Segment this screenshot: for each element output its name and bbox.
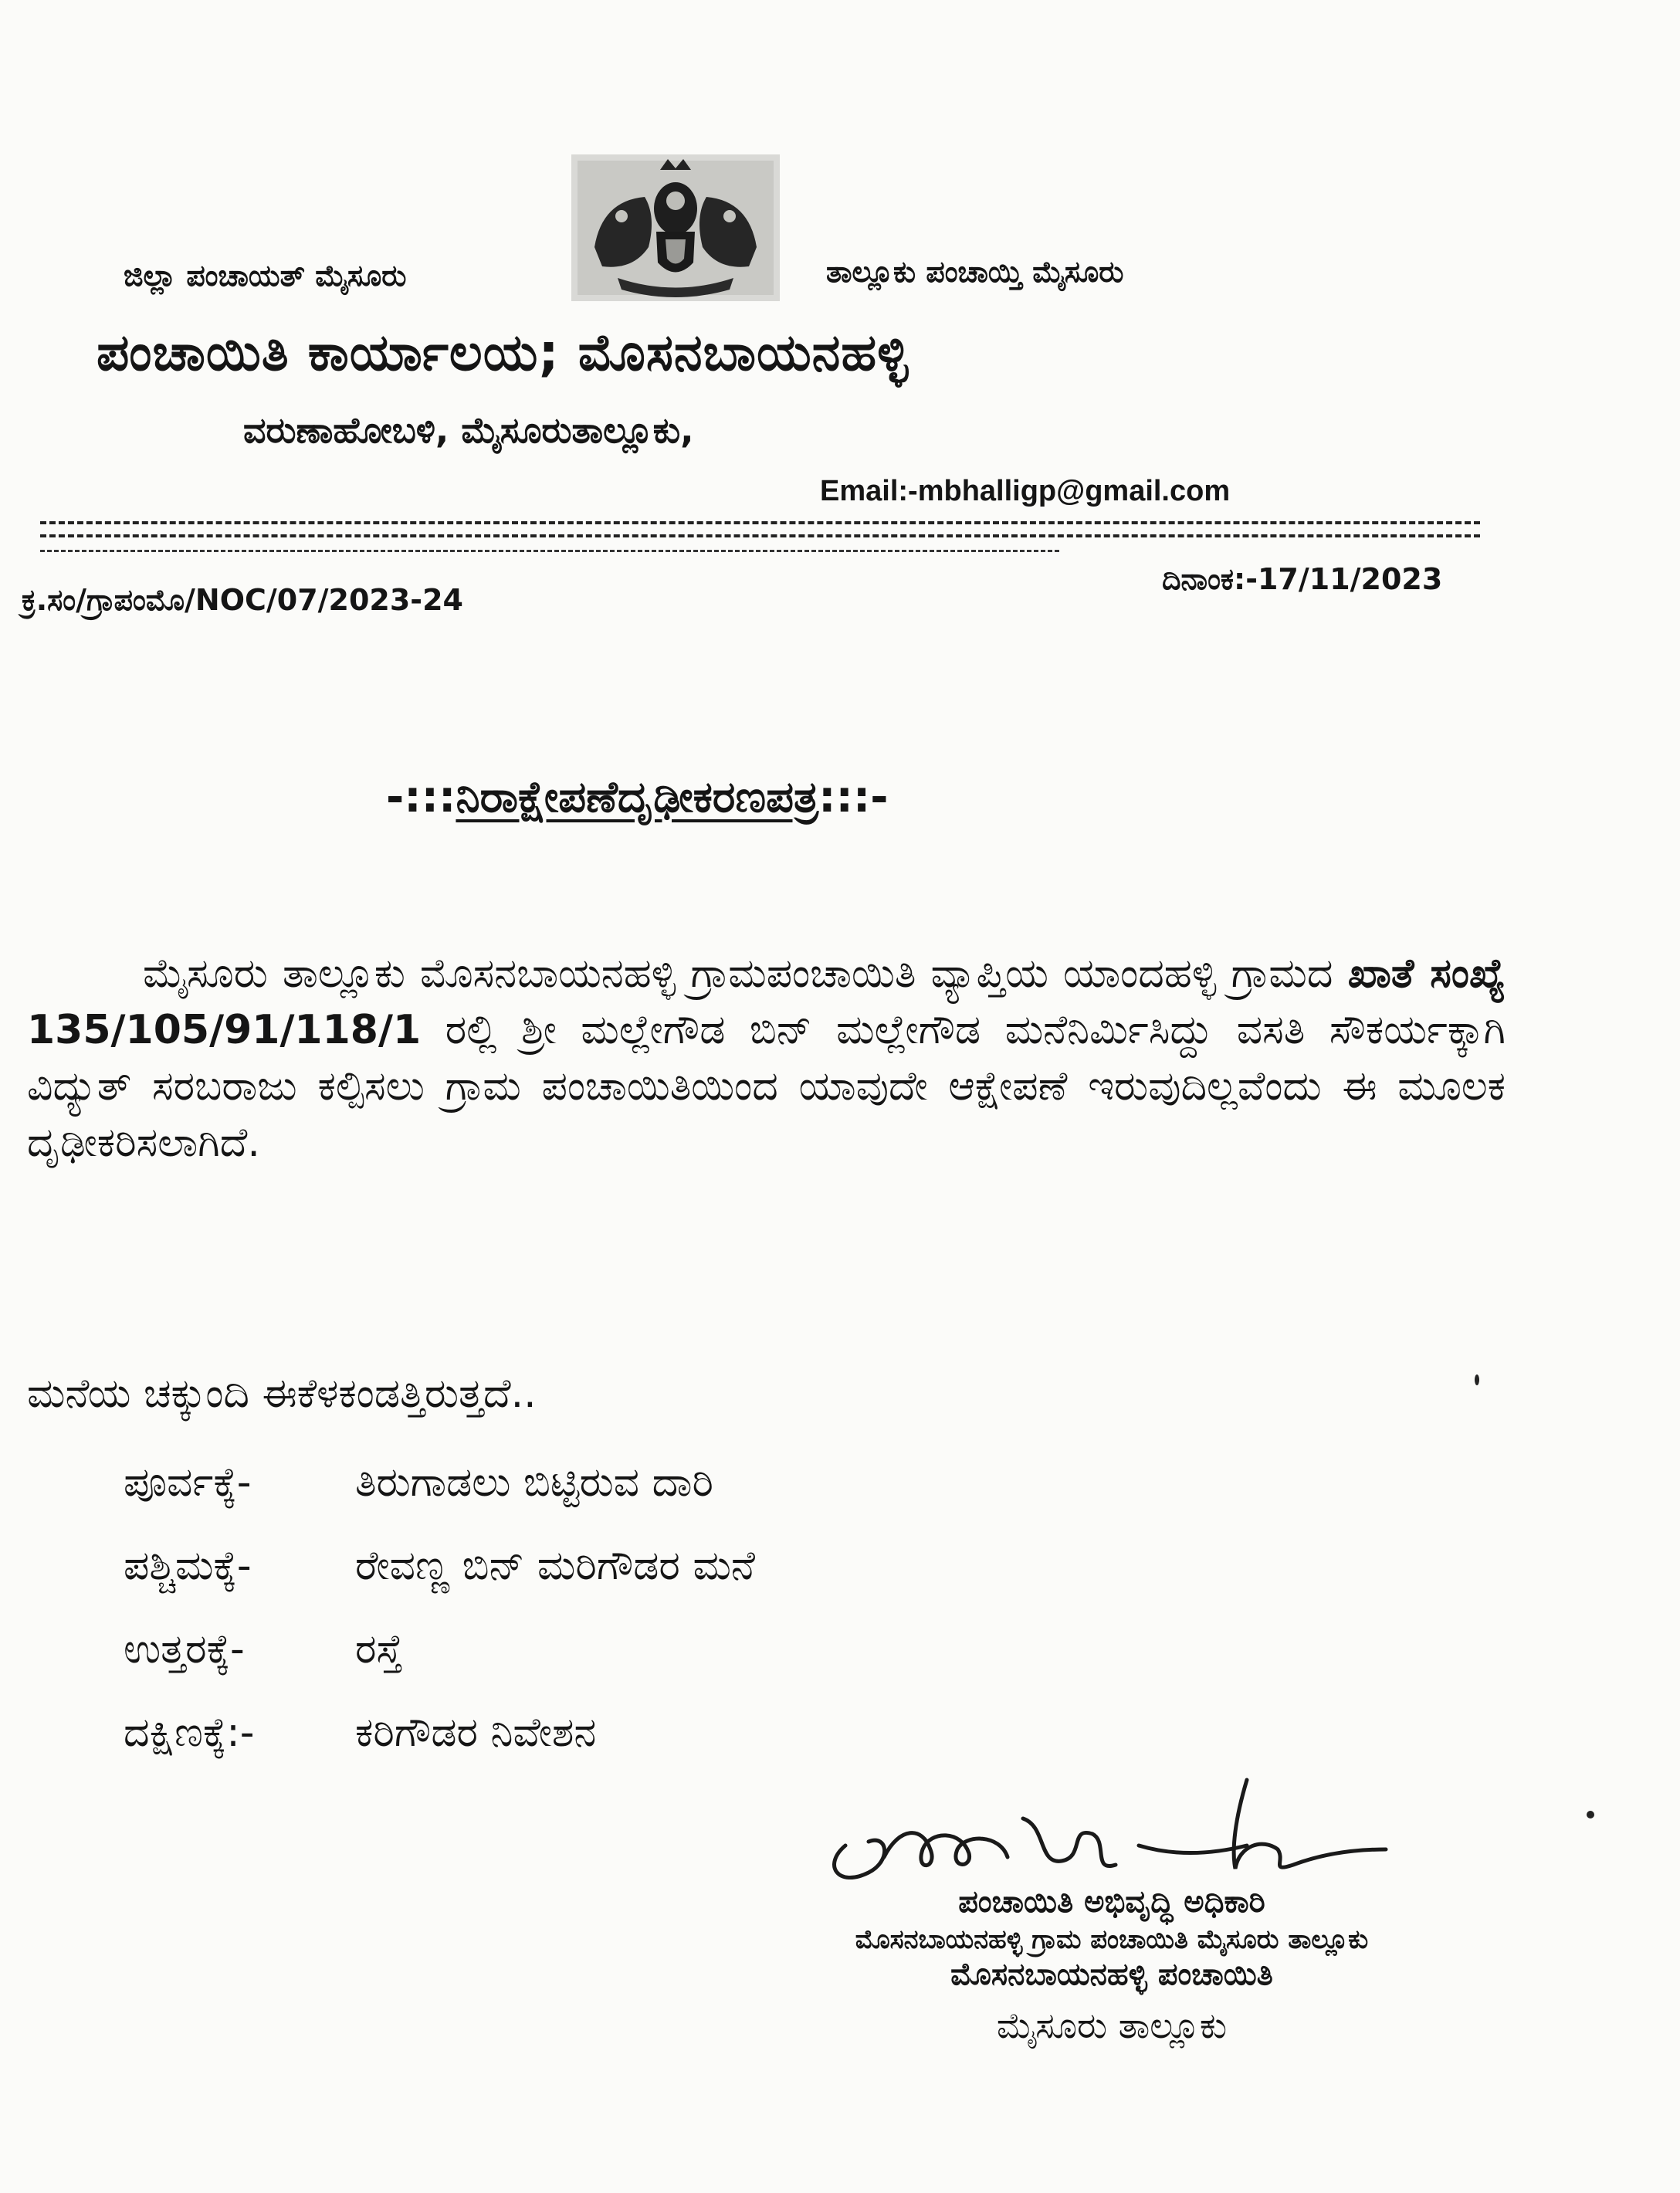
boundary-direction: ದಕ್ಷಿಣಕ್ಕೆ:- bbox=[124, 1710, 255, 1756]
boundary-value: ರಸ್ತೆ bbox=[355, 1626, 403, 1673]
title-prefix: -::: bbox=[386, 772, 456, 822]
taluk-panchayat-label: ತಾಲ್ಲೂಕು ಪಂಚಾಯ್ತಿ ಮೈಸೂರು bbox=[826, 255, 1124, 289]
boundary-value: ತಿರುಗಾಡಲು ಬಿಟ್ಟಿರುವ ದಾರಿ bbox=[355, 1459, 713, 1506]
boundary-south bbox=[124, 1710, 755, 1793]
signatory-taluk: ಮೈಸೂರು ತಾಲ್ಲೂಕು bbox=[996, 2005, 1228, 2046]
boundary-direction: ಪಶ್ಚಿಮಕ್ಕೆ- bbox=[124, 1543, 252, 1589]
boundaries-list bbox=[124, 1459, 755, 1793]
header-divider bbox=[40, 534, 1480, 537]
signatory-seal-line: ಮೊಸನಬಾಯನಹಳ್ಳಿ ಗ್ರಾಮ ಪಂಚಾಯಿತಿ ಮೈಸೂರು ತಾಲ್ಲೂಕು bbox=[855, 1924, 1369, 1955]
office-address: ವರುಣಾಹೋಬಳಿ, ಮೈಸೂರುತಾಲ್ಲೂಕು, bbox=[243, 409, 694, 451]
ink-dot bbox=[1587, 1811, 1594, 1818]
office-email: Email:-mbhalligp@gmail.com bbox=[820, 475, 1231, 507]
boundary-east bbox=[124, 1459, 755, 1543]
boundary-value: ಕರಿಗೌಡರ ನಿವೇಶನ bbox=[355, 1710, 597, 1756]
reference-number: ಕ್ರ.ಸಂ/ಗ್ರಾಪಂಮೊ/NOC/07/2023-24 bbox=[22, 583, 463, 617]
certificate-body bbox=[27, 946, 1506, 1171]
letter-date: ದಿನಾಂಕ:-17/11/2023 bbox=[1162, 562, 1443, 596]
body-text: ರಲ್ಲಿ ಶ್ರೀ ಮಲ್ಲೇಗೌಡ ಬಿನ್ ಮಲ್ಲೇಗೌಡ ಮನೆನಿರ್ಮಿಸಿದ್ದು ವಸತಿ ಸೌಕರ್ಯಕ್ಕಾಗಿ ವಿದ್ಯುತ್ ಸರಬರಾಜು ಕಲ್ಪಿಸಲು ಗ್ರಾಮ ಪಂಚಾಯಿತಿಯಿಂದ ಯಾವುದೇ ಆಕ್ಷೇಪಣೆ ಇರುವುದಿಲ್ಲವೆಂದು ಈ ಮೂಲಕ ದೃಢೀಕರಿಸಲಾಗಿದೆ. bbox=[27, 1007, 1506, 1166]
office-name-heading: ಪಂಚಾಯಿತಿ ಕಾರ್ಯಾಲಯ; ಮೊಸನಬಾಯನಹಳ್ಳಿ bbox=[97, 323, 909, 382]
document-title bbox=[386, 772, 889, 823]
boundary-west bbox=[124, 1543, 755, 1626]
title-text: ನಿರಾಕ್ಷೇಪಣೆದೃಢೀಕರಣಪತ್ರ bbox=[456, 772, 819, 822]
boundary-north bbox=[124, 1626, 755, 1710]
header-divider bbox=[40, 550, 1059, 552]
boundary-direction: ಉತ್ತರಕ್ಕೆ- bbox=[124, 1626, 245, 1673]
boundary-direction: ಪೂರ್ವಕ್ಕೆ- bbox=[124, 1459, 252, 1506]
boundaries-intro: ಮನೆಯ ಚಕ್ಕುಂದಿ ಈಕೆಳಕಂಡತ್ತಿರುತ್ತದೆ.. bbox=[27, 1371, 537, 1417]
signatory-designation: ಪಂಚಾಯಿತಿ ಅಭಿವೃದ್ಧಿ ಅಧಿಕಾರಿ bbox=[958, 1884, 1265, 1920]
boundary-value: ರೇವಣ್ಣ ಬಿನ್ ಮರಿಗೌಡರ ಮನೆ bbox=[355, 1543, 755, 1589]
signatory-block bbox=[834, 1884, 1390, 2048]
header-divider bbox=[40, 521, 1480, 524]
khata-number: ಖಾತೆ ಸಂಖ್ಯೆ 135/105/91/118/1 bbox=[27, 951, 1506, 1053]
body-text: ಮೈಸೂರು ತಾಲ್ಲೂಕು ಮೊಸನಬಾಯನಹಳ್ಳಿ ಗ್ರಾಮಪಂಚಾಯಿತಿ ವ್ಯಾಪ್ತಿಯ ಯಾಂದಹಳ್ಳಿ ಗ್ರಾಮದ bbox=[143, 951, 1348, 997]
title-suffix: :::- bbox=[818, 772, 889, 822]
government-emblem-icon bbox=[571, 154, 780, 301]
district-panchayat-label: ಜಿಲ್ಲಾ ಪಂಚಾಯತ್ ಮೈಸೂರು bbox=[124, 259, 407, 293]
handwritten-signature bbox=[815, 1772, 1394, 1888]
signatory-panchayat: ಮೊಸನಬಾಯನಹಳ್ಳಿ ಪಂಚಾಯಿತಿ bbox=[950, 1957, 1273, 1992]
ink-dot bbox=[1475, 1374, 1479, 1385]
